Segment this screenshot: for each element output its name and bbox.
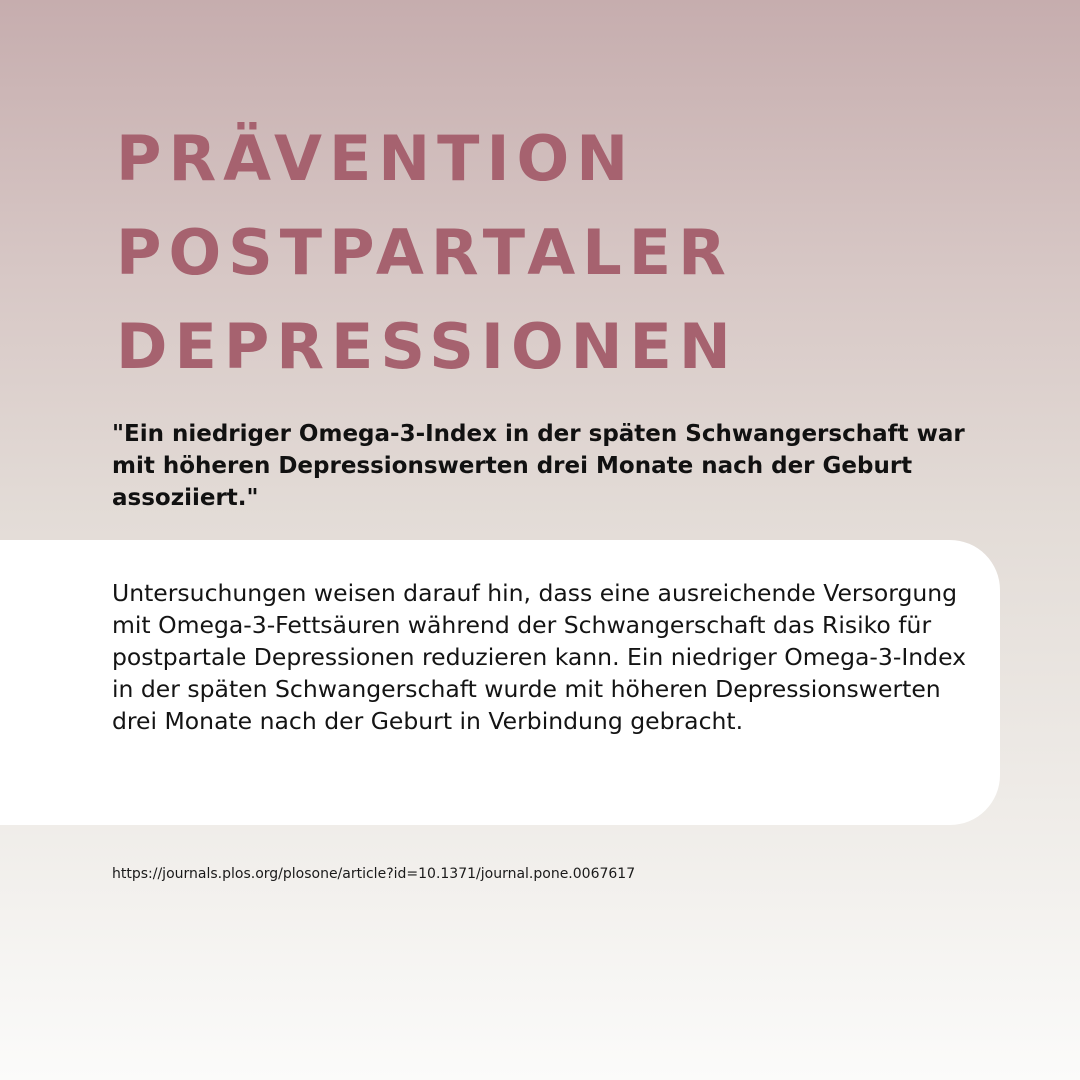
page-title (116, 112, 996, 394)
title-line-1: PRÄVENTION (116, 122, 636, 195)
title-line-2: POSTPARTALER (116, 216, 733, 289)
body-paragraph: Untersuchungen weisen darauf hin, dass eine ausreichende Versorgung mit Omega-3-Fettsäuren während der Schwangerschaft das Risiko für postpartale Depressionen reduzieren kann. Ein niedriger Omega-3-Index in der späten Schwangerschaft wurde mit höheren Depressionswerten drei Monate nach der Geburt in Verbindung gebracht. (112, 579, 967, 735)
study-quote: "Ein niedriger Omega-3-Index in der späten Schwangerschaft war mit höheren Depressionswerten drei Monate nach der Geburt assoziiert." (112, 421, 965, 511)
title-line-3: DEPRESSIONEN (116, 310, 738, 383)
source-link[interactable]: https://journals.plos.org/plosone/article?id=10.1371/journal.pone.0067617 (112, 866, 636, 882)
